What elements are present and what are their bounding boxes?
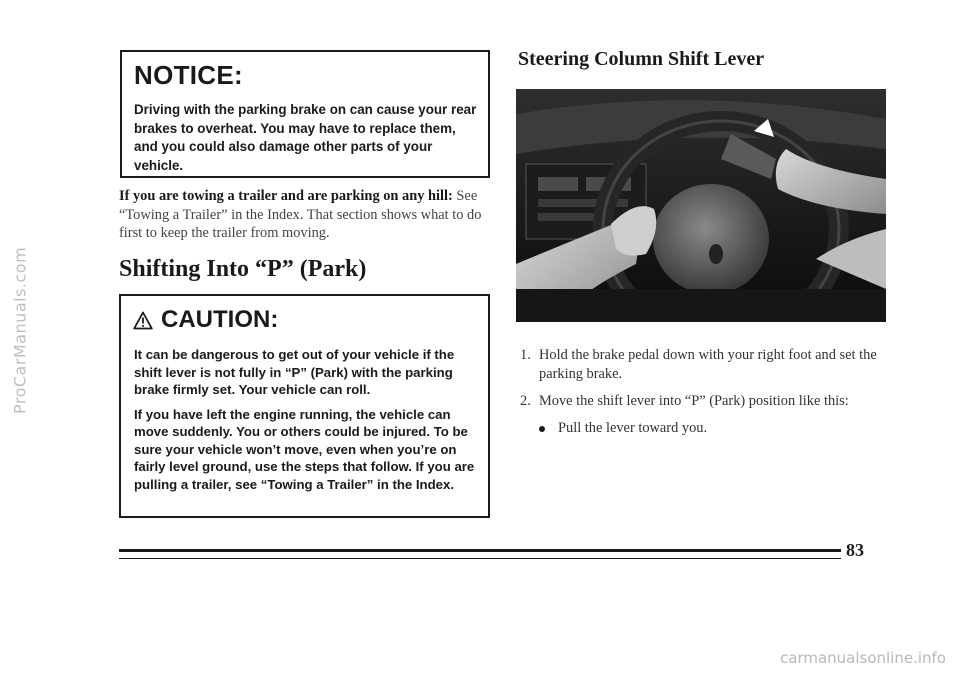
step-item — [520, 392, 885, 411]
towing-text: See “Towing a Trailer” in the Index. That section shows what to do first to keep the trailer from moving. — [119, 188, 482, 241]
step-text: Move the shift lever into “P” (Park) position like this: — [539, 393, 849, 409]
step-item — [520, 346, 885, 384]
bottom-watermark: carmanualsonline.info — [780, 649, 946, 667]
caution-paragraph: It can be dangerous to get out of your vehicle if the shift lever is not fully in “P” (Park) with the parking brake firmly set. Your vehicle can roll. — [134, 347, 455, 397]
steering-wheel-photo — [516, 89, 886, 322]
footer-rule-thin — [119, 558, 841, 559]
side-watermark: ProCarManuals.com — [10, 246, 30, 414]
steering-column-heading: Steering Column Shift Lever — [518, 48, 765, 70]
step-number: 1. — [520, 347, 531, 363]
bullet-dot-icon — [539, 426, 545, 432]
notice-box — [120, 50, 490, 178]
steering-wheel-illustration — [516, 89, 886, 322]
steps-list — [520, 346, 885, 438]
caution-text — [134, 346, 479, 500]
caution-paragraph: If you have left the engine running, the vehicle can move suddenly. You or others could be injured. To be sure your vehicle won’t move, even when you’re on fairly level ground, use the steps that follow. If you are pulling a trailer, see “Towing a Trailer” in the Index. — [134, 406, 475, 492]
footer-rule-thick — [119, 549, 841, 552]
caution-title: CAUTION: — [161, 306, 279, 333]
notice-text: Driving with the parking brake on can cause your rear brakes to overheat. You may have to replace them, and you could also damage other parts of your vehicle. — [134, 102, 477, 173]
towing-lead: If you are towing a trailer and are parking on any hill: — [119, 188, 453, 204]
section-heading: Shifting Into “P” (Park) — [119, 256, 367, 282]
step-number: 2. — [520, 393, 531, 409]
caution-title-row — [133, 306, 278, 334]
step-text: Hold the brake pedal down with your right foot and set the parking brake. — [539, 347, 877, 382]
caution-box — [119, 294, 490, 518]
warning-triangle-icon — [133, 311, 153, 330]
bullet-text: Pull the lever toward you. — [558, 420, 708, 436]
page-number: 83 — [846, 540, 864, 560]
towing-paragraph — [119, 187, 489, 243]
notice-title: NOTICE: — [134, 60, 243, 90]
bullet-item — [520, 419, 885, 438]
